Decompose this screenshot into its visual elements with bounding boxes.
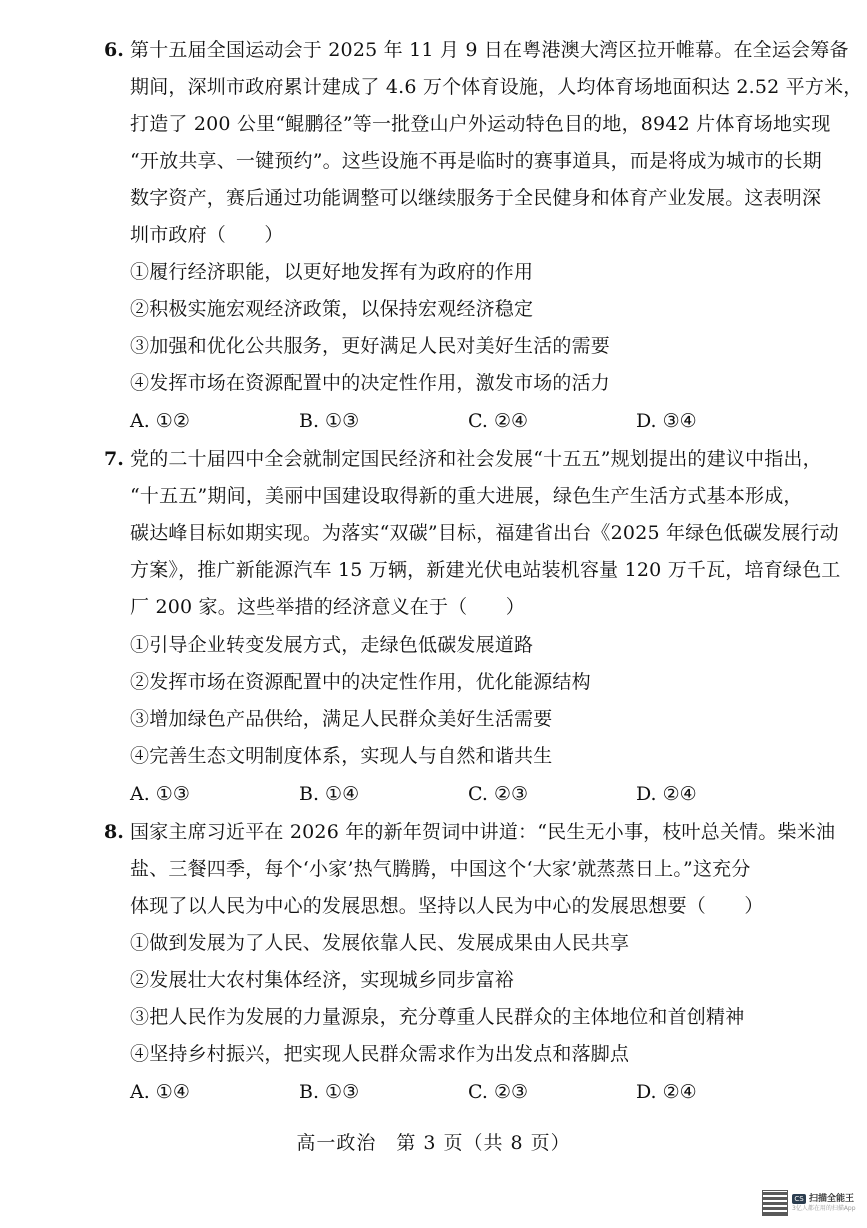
question-7-statement-1: ①引导企业转变发展方式，走绿色低碳发展道路 <box>130 634 534 656</box>
question-7-number: 7. <box>104 448 124 470</box>
watermark-subtitle: 3亿人都在用的扫描App <box>792 1204 856 1212</box>
question-7-option-d: D. ②④ <box>636 783 697 805</box>
question-8-stem-line: 国家主席习近平在 2026 年的新年贺词中讲道：“民生无小事，枝叶总关情。柴米油 <box>130 821 836 843</box>
question-6-stem-line: 数字资产，赛后通过功能调整可以继续服务于全民健身和体育产业发展。这表明深 <box>130 187 822 209</box>
question-6-statement-2: ②积极实施宏观经济政策，以保持宏观经济稳定 <box>130 298 534 320</box>
question-6-stem-line: “开放共享、一键预约”。这些设施不再是临时的赛事道具，而是将成为城市的长期 <box>130 150 822 172</box>
question-8-option-d: D. ②④ <box>636 1081 697 1103</box>
question-8-stem-line: 盐、三餐四季，每个‘小家’热气腾腾，中国这个‘大家’就蒸蒸日上。”这充分 <box>130 858 751 880</box>
question-6-statement-4: ④发挥市场在资源配置中的决定性作用，激发市场的活力 <box>130 372 611 394</box>
question-7-option-b: B. ①④ <box>299 783 360 805</box>
question-8-statement-3: ③把人民作为发展的力量源泉，充分尊重人民群众的主体地位和首创精神 <box>130 1006 745 1028</box>
question-7-stem-line: 党的二十届四中全会就制定国民经济和社会发展“十五五”规划提出的建议中指出， <box>130 448 822 470</box>
watermark-title: 扫描全能王 <box>809 1193 855 1204</box>
question-8-option-b: B. ①③ <box>299 1081 360 1103</box>
question-6-stem-line: 打造了 200 公里“鲲鹏径”等一批登山户外运动特色目的地，8942 片体育场地实现 <box>130 113 831 135</box>
question-8-stem-line: 体现了以人民为中心的发展思想。坚持以人民为中心的发展思想要（ ） <box>130 895 764 917</box>
question-6-stem-line: 第十五届全国运动会于 2025 年 11 月 9 日在粤港澳大湾区拉开帷幕。在全运会筹备 <box>130 39 849 61</box>
question-8-number: 8. <box>104 821 124 843</box>
question-7-option-c: C. ②③ <box>468 783 529 805</box>
question-8-statement-4: ④坚持乡村振兴，把实现人民群众需求作为出发点和落脚点 <box>130 1043 630 1065</box>
question-6-statement-1: ①履行经济职能，以更好地发挥有为政府的作用 <box>130 261 534 283</box>
question-7-statement-2: ②发挥市场在资源配置中的决定性作用，优化能源结构 <box>130 671 591 693</box>
qr-code-icon <box>762 1190 788 1216</box>
scanner-watermark <box>762 1183 858 1223</box>
question-7-statement-3: ③增加绿色产品供给，满足人民群众美好生活需要 <box>130 708 553 730</box>
question-8-option-c: C. ②③ <box>468 1081 529 1103</box>
question-6-stem-line: 圳市政府（ ） <box>130 224 284 246</box>
question-7-stem-line: “十五五”期间，美丽中国建设取得新的重大进展，绿色生产生活方式基本形成， <box>130 485 803 507</box>
question-6-option-b: B. ①③ <box>299 410 360 432</box>
question-8-statement-2: ②发展壮大农村集体经济，实现城乡同步富裕 <box>130 969 515 991</box>
question-7-option-a: A. ①③ <box>130 783 190 805</box>
question-8-option-a: A. ①④ <box>130 1081 190 1103</box>
cs-logo-icon: CS <box>792 1194 806 1204</box>
question-6-option-c: C. ②④ <box>468 410 529 432</box>
question-7-statement-4: ④完善生态文明制度体系，实现人与自然和谐共生 <box>130 745 553 767</box>
question-6-number: 6. <box>104 39 124 61</box>
question-6-statement-3: ③加强和优化公共服务，更好满足人民对美好生活的需要 <box>130 335 611 357</box>
page-footer: 高一政治 第 3 页（共 8 页） <box>296 1132 571 1154</box>
question-7-stem-line: 厂 200 家。这些举措的经济意义在于（ ） <box>130 596 525 618</box>
question-7-stem-line: 碳达峰目标如期实现。为落实“双碳”目标，福建省出台《2025 年绿色低碳发展行动 <box>130 522 839 544</box>
watermark-text <box>792 1194 856 1213</box>
question-6-option-d: D. ③④ <box>636 410 697 432</box>
question-6-option-a: A. ①② <box>130 410 190 432</box>
question-6-stem-line: 期间，深圳市政府累计建成了 4.6 万个体育设施，人均体育场地面积达 2.52 平方米， <box>130 76 863 98</box>
question-8-statement-1: ①做到发展为了人民、发展依靠人民、发展成果由人民共享 <box>130 932 630 954</box>
question-7-stem-line: 方案》，推广新能源汽车 15 万辆，新建光伏电站装机容量 120 万千瓦，培育绿色工 <box>130 559 841 581</box>
